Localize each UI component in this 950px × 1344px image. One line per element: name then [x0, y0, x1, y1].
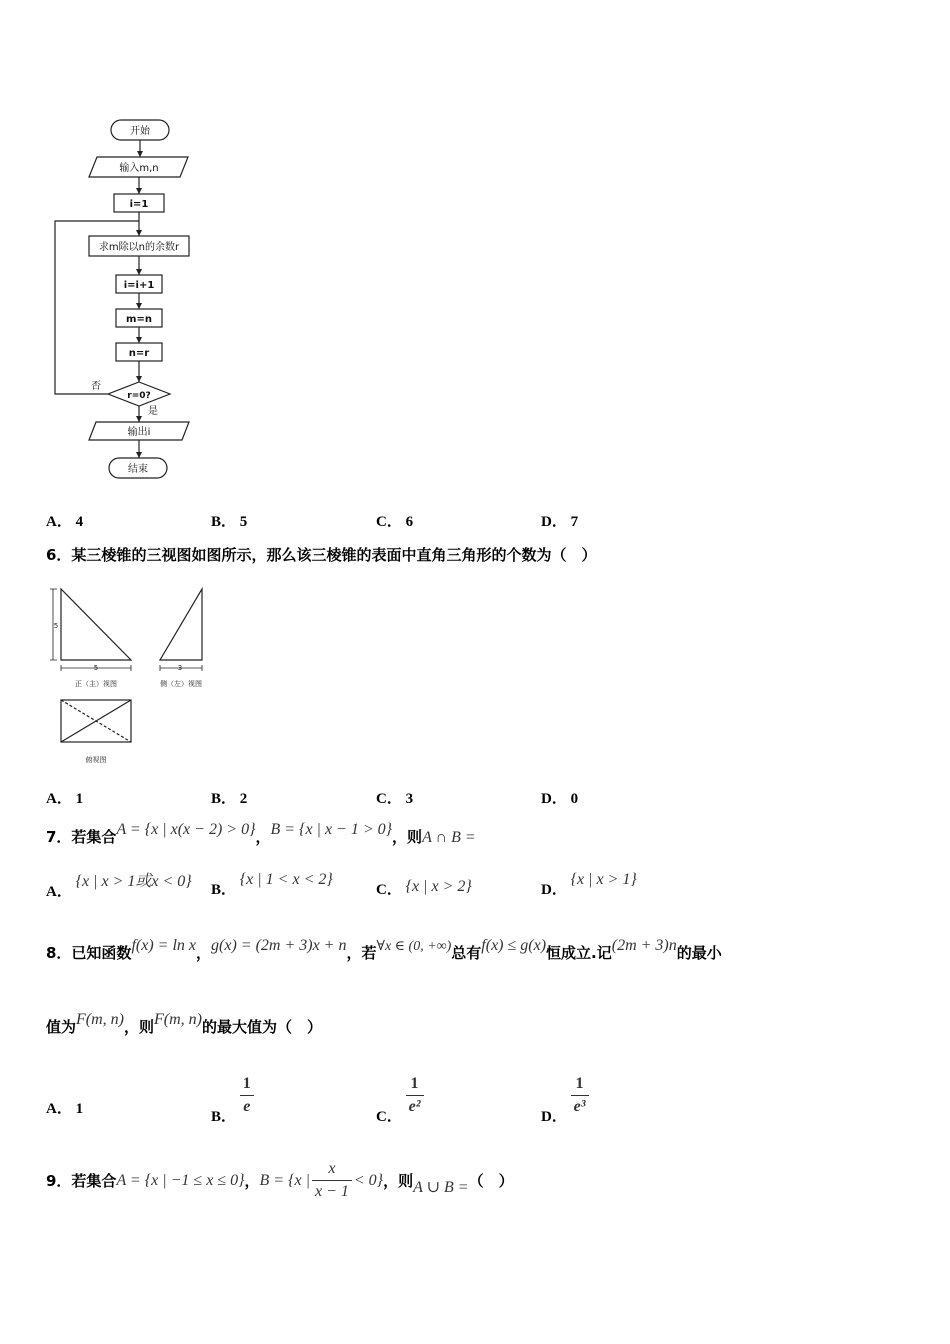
q9-expr: A ∪ B = [413, 1178, 469, 1196]
q8-option-d-fraction: $\frac{1}{\text{e³}}$ [571, 1075, 589, 1116]
flowchart-no-label: 否 [91, 381, 101, 392]
top-view-label: 俯视图 [85, 756, 107, 764]
q8-expr: (2m + 3)n [611, 937, 677, 954]
q7-option-c[interactable]: C． {x | x > 2} [376, 878, 472, 898]
side-view-shape [160, 589, 202, 660]
q8-option-c-fraction: $\frac{1}{\text{e²}}$ [406, 1075, 424, 1116]
q7-expr: A ∩ B = [422, 829, 476, 846]
flowchart-init-label: i=1 [129, 199, 149, 210]
q7-set-b: B = {x | x − 1 > 0} [270, 821, 393, 838]
q9-stem: 9．若集合 A = {x | −1 ≤ x ≤ 0} ， B = {x | $\frac{x}{x - 1}$ < 0} ，则 A ∪ B = （ ） [46, 1160, 514, 1200]
flowchart-increment-label: i=i+1 [123, 280, 155, 291]
flowchart-yes-label: 是 [148, 406, 158, 417]
q7-option-a[interactable]: A． {x | x > 1或x < 0} [46, 873, 192, 900]
q7-option-d[interactable]: D． {x | x > 1} [541, 871, 637, 898]
q8-g: g(x) = (2m + 3)x + n [211, 937, 347, 954]
q6-stem: 6．某三棱锥的三视图如图所示，那么该三棱锥的表面中直角三角形的个数为（ ） [46, 546, 597, 564]
q7-option-b[interactable]: B． {x | 1 < x < 2} [211, 871, 333, 898]
flowchart-assign-m-label: m=n [126, 314, 152, 325]
flowchart-assign-n-label: n=r [128, 348, 150, 359]
q6-option-b[interactable]: B． 2 [211, 791, 248, 807]
q8-ineq: f(x) ≤ g(x) [481, 937, 547, 954]
flowchart [0, 0, 260, 500]
q8-F1: F(m, n) [76, 1011, 124, 1028]
q9-set-a: A = {x | −1 ≤ x ≤ 0} [116, 1171, 245, 1189]
q5-option-b[interactable]: B． 5 [211, 514, 248, 530]
front-view-height-value: 5 [53, 622, 59, 630]
q6-option-d[interactable]: D． 0 [541, 791, 579, 807]
three-view-figure [40, 580, 220, 770]
flowchart-compute-label: 求m除以n的余数r [98, 242, 180, 253]
front-view-label: 正（主）视图 [75, 680, 117, 688]
flowchart-arrows [55, 140, 140, 458]
flowchart-end-label: 结束 [128, 464, 148, 475]
q5-option-a[interactable]: A． 4 [46, 514, 84, 530]
flowchart-start-label: 开始 [130, 126, 150, 137]
q8-stem-line2: 值为F(m, n)，则F(m, n)的最大值为（ ） [46, 1011, 323, 1036]
flowchart-input-label: 输入m,n [119, 163, 159, 174]
q7-set-a: A = {x | x(x − 2) > 0} [116, 821, 256, 838]
q8-domain: ∀x ∈ (0, +∞) [376, 939, 452, 954]
front-view-shape [61, 589, 131, 660]
q8-f: f(x) = ln x [131, 937, 196, 954]
q8-stem-line1: 8．已知函数f(x) = ln x，g(x) = (2m + 3)x + n，若∀x ∈ (0, +∞)总有f(x) ≤ g(x)恒成立.记(2m + 3)n的最小 [46, 937, 722, 962]
q5-option-d[interactable]: D． 7 [541, 514, 579, 530]
side-view-label: 侧（左）视图 [160, 680, 202, 688]
q9-set-b: B = {x | $\frac{x}{x - 1}$ < 0} [259, 1160, 384, 1200]
q8-option-c[interactable]: C． $\frac{1}{\text{e²}}$ [376, 1075, 424, 1116]
q8-option-a[interactable]: A． 1 [46, 1101, 84, 1117]
q8-option-b[interactable]: B． $\frac{1}{e}$ [211, 1075, 254, 1116]
side-view-width-value: 3 [177, 664, 183, 672]
front-view-width-value: 5 [93, 664, 99, 672]
q6-option-c[interactable]: C． 3 [376, 791, 414, 807]
flowchart-output-label: 输出i [127, 427, 151, 438]
q8-option-d[interactable]: D． $\frac{1}{\text{e³}}$ [541, 1075, 589, 1116]
q5-option-c[interactable]: C． 6 [376, 514, 414, 530]
flowchart-decision-label: r=0? [127, 391, 151, 401]
q8-option-b-fraction: $\frac{1}{e}$ [240, 1075, 254, 1116]
q7-stem: 7．若集合A = {x | x(x − 2) > 0}，B = {x | x − 1 > 0}，则A ∩ B = [46, 821, 476, 846]
q8-F2: F(m, n) [154, 1011, 202, 1028]
q6-option-a[interactable]: A． 1 [46, 791, 84, 807]
